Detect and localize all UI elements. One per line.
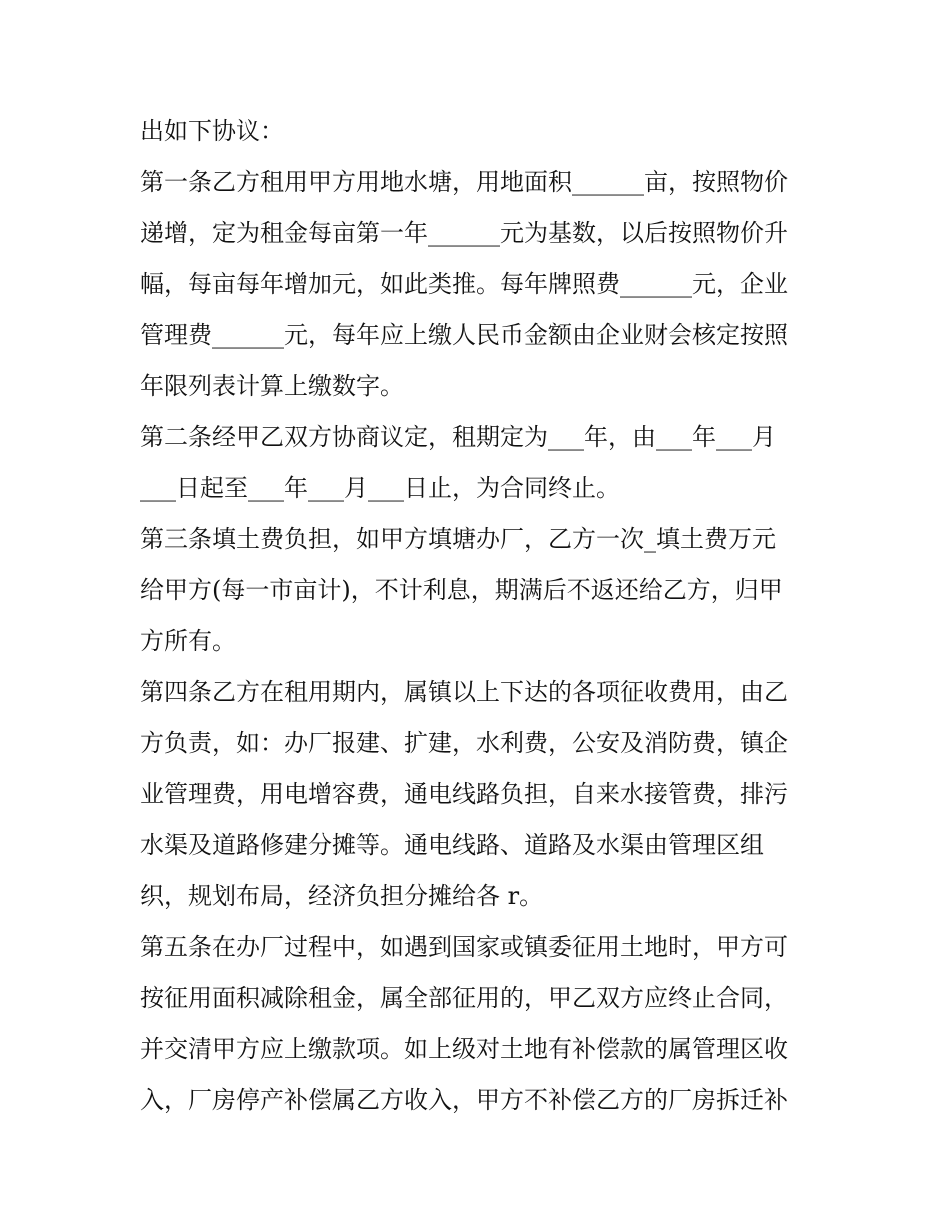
text-line: 年限列表计算上缴数字。 [140,372,404,400]
text-line: 递增，定为租金每亩第一年______元为基数，以后按照物价升 [140,219,788,247]
text-line: 水渠及道路修建分摊等。通电线路、道路及水渠由管理区组 [140,831,764,859]
text-line: 织，规划布局，经济负担分摊给各 r。 [140,882,544,910]
text-line: 出如下协议： [140,117,284,145]
text-line: 第五条在办厂过程中，如遇到国家或镇委征用土地时，甲方可 [140,933,788,961]
text-line: 给甲方(每一市亩计)，不计利息，期满后不返还给乙方，归甲 [140,576,783,604]
text-line: 方负责，如：办厂报建、扩建，水利费，公安及消防费，镇企 [140,729,788,757]
text-line: 管理费______元，每年应上缴人民币金额由企业财会核定按照 [140,321,788,349]
text-line: 业管理费，用电增容费，通电线路负担，自来水接管费，排污 [140,780,788,808]
contract-text [140,106,820,1126]
text-line: ___日起至___年___月___日止，为合同终止。 [140,474,620,502]
text-line: 第三条填土费负担，如甲方填塘办厂，乙方一次_填土费万元 [140,525,776,553]
text-line: 按征用面积减除租金，属全部征用的，甲乙双方应终止合同， [140,984,788,1012]
text-line: 第四条乙方在租用期内，属镇以上下达的各项征收费用，由乙 [140,678,788,706]
text-line: 入，厂房停产补偿属乙方收入，甲方不补偿乙方的厂房拆迁补 [140,1086,788,1114]
text-line: 方所有。 [140,627,236,655]
text-line: 幅，每亩每年增加元，如此类推。每年牌照费______元，企业 [140,270,788,298]
text-line: 第一条乙方租用甲方用地水塘，用地面积______亩，按照物价 [140,168,788,196]
text-line: 并交清甲方应上缴款项。如上级对土地有补偿款的属管理区收 [140,1035,788,1063]
text-line: 第二条经甲乙双方协商议定，租期定为___年，由___年___月 [140,423,776,451]
